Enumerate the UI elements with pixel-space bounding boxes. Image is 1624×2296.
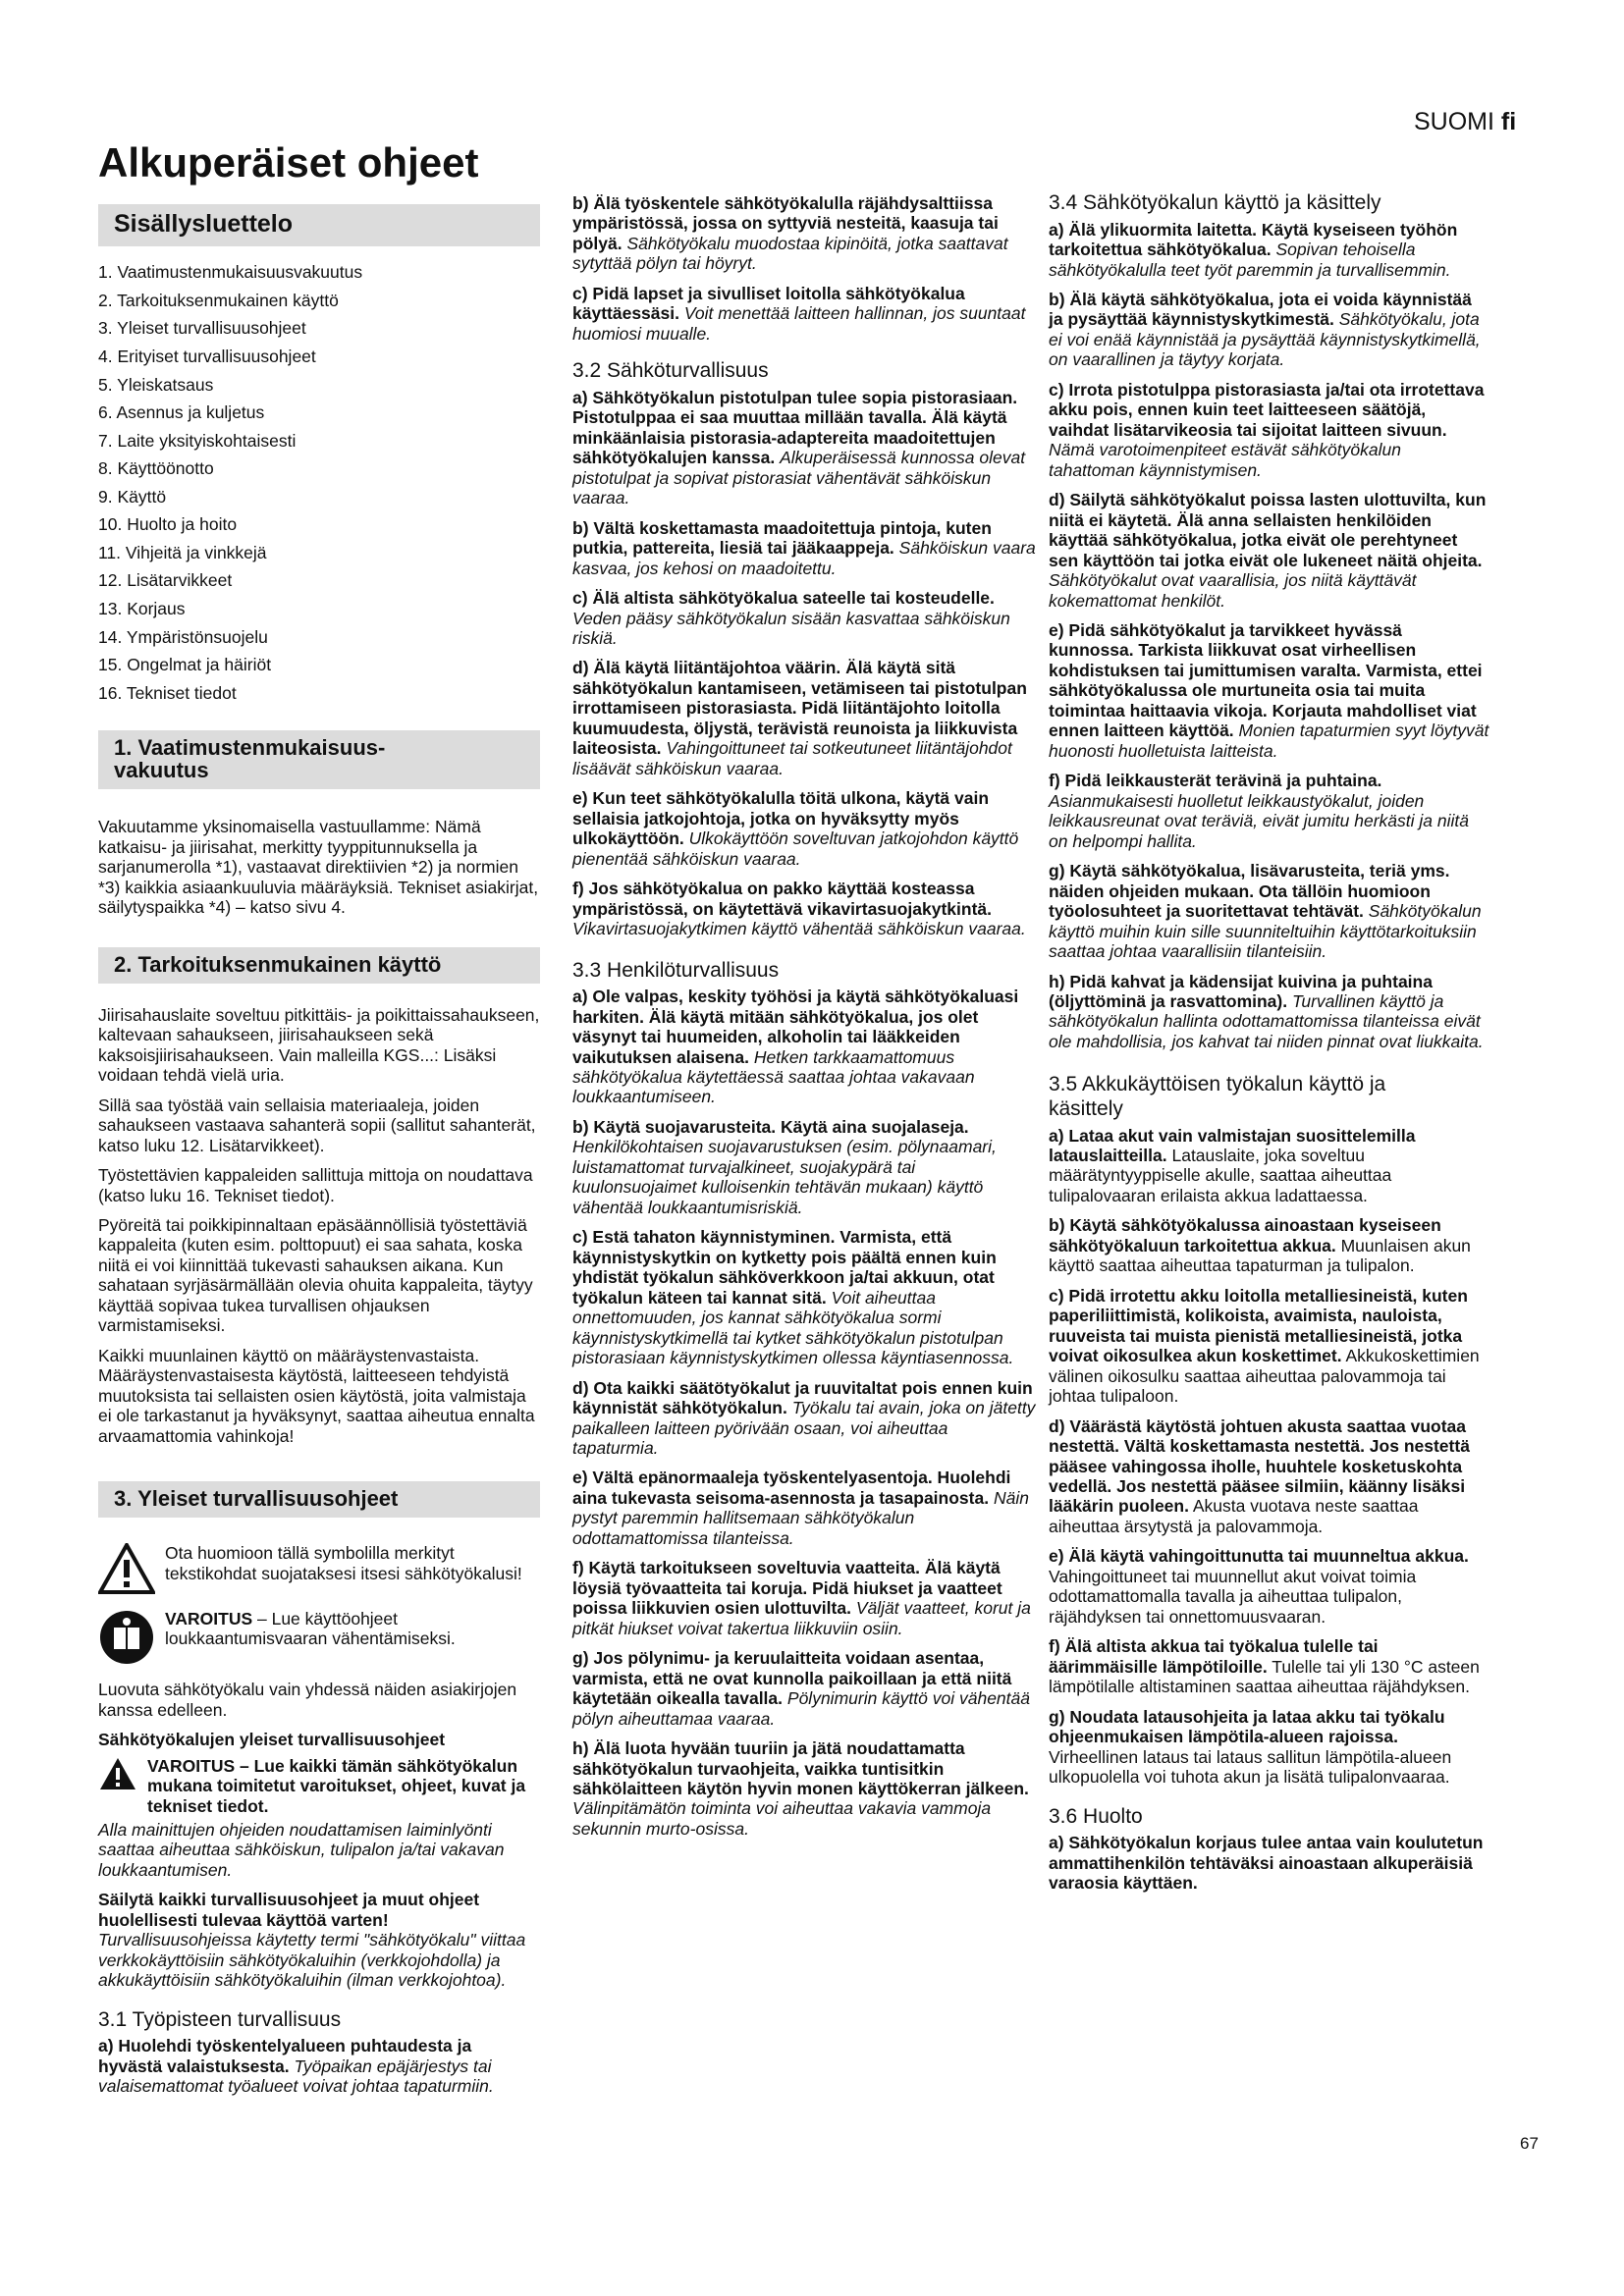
read-manual-text: VAROITUS – Lue käyttöohjeet loukkaantumisvaaran vähentämiseksi. <box>165 1608 456 1649</box>
item-3-5-f: f) Älä altista akkua tai työkalua tulelle tai äärimmäisille lämpötiloille. Tulelle tai yli 130 °C asteen lämpötilalle altistaminen saattaa aiheuttaa räjähdyksen. <box>1049 1636 1480 1697</box>
warning-triangle-icon <box>98 1756 137 1816</box>
language-name: SUOMI <box>1414 108 1494 135</box>
paragraph: Jiirisahauslaite soveltuu pitkittäis- ja poikittaissahaukseen, kaltevaan sahaukseen, jiirisahaukseen sekä kaksoisjiirisahaukseen. Vain malleilla KGS...: Lisäksi voidaan tehdä vielä uria. <box>98 1004 540 1086</box>
general-warning <box>98 1756 540 1816</box>
item-3-4-e: e) Pidä sähkötyökalut ja tarvikkeet hyvässä kunnossa. Tarkista liikkuvat osat virheellisen kohdistuksen tai jumittumisen varalta. Varmista, ettei sähkötyökalussa ole murtuneita osia tai muita toimintaa haittaavia vikoja. Korjauta mahdolliset viat ennen laitteen käyttöä. Monien tapaturmien syyt löytyvät huonosti huolletuista laitteista. <box>1049 620 1489 761</box>
toc-item: 10. Huolto ja hoito <box>98 514 238 535</box>
language-code: fi <box>1500 108 1517 135</box>
toc-item: 9. Käyttö <box>98 486 167 507</box>
item-3-3-c: c) Estä tahaton käynnistyminen. Varmista, että käynnistyskytkin on kytketty pois päältä ennen kuin yhdistät työkalun sähköverkkoon ja/tai akkuun, otat työkalun käteen tai kannat sitä. Voit aiheuttaa onnettomuuden, jos kannat sähkötyökalua sormi käynnistyskytkimellä tai kytket sähkötyökalun pistotulpan pistorasiaan käynnistyskytkimen ollessa käyntiasennossa. <box>572 1227 1014 1368</box>
section-2-heading: 2. Tarkoituksenmukainen käyttö <box>98 947 540 984</box>
section-3-2-heading: 3.2 Sähköturvallisuus <box>572 359 769 383</box>
item-3-4-h: h) Pidä kahvat ja kädensijat kuivina ja puhtaina (öljyttöminä ja rasvattomina). Turvallinen käyttö ja sähkötyökalun hallinta odottamattomissa tilanteissa eivät ole mahdollisia, jos kahvat tai niiden pinnat ovat liukkaita. <box>1049 971 1484 1051</box>
item-3-1-a: a) Huolehdi työskentelyalueen puhtaudesta ja hyvästä valaistuksesta. Työpaikan epäjärjestys tai valaisemattomat työalueet voivat johtaa tapaturmiin. <box>98 2036 494 2097</box>
item-3-3-a: a) Ole valpas, keskity työhösi ja käytä sähkötyökaluasi harkiten. Älä käytä mitään sähkötyökalua, jos olet väsynyt tai huumeiden, alkoholin tai lääkkeiden vaikutuksen alaisena. Hetken tarkkaamattomuus sähkötyökalua käytettäessä saattaa johtaa vakavaan loukkaantumiseen. <box>572 987 1019 1107</box>
item-3-3-e: e) Vältä epänormaaleja työskentelyasentoja. Huolehdi aina tukevasta seisoma-asennosta ja tasapainosta. Näin pystyt paremmin hallitsemaan sähkötyökalun odottamattomissa tilanteissa. <box>572 1468 1029 1548</box>
section-3-1-heading: 3.1 Työpisteen turvallisuus <box>98 2007 342 2031</box>
item-3-3-f: f) Käytä tarkoitukseen soveltuvia vaatteita. Älä käytä löysiä työvaatteita tai koruja. Pidä hiukset ja vaatteet poissa liikkuvien osien ulottuvilta. Väljät vaatteet, korut ja pitkät hiukset voivat takertua liikkuviin osiin. <box>572 1558 1031 1638</box>
item-3-4-c: c) Irrota pistotulppa pistorasiasta ja/tai ota irrotettava akku pois, ennen kuin teet laitteeseen säätöjä, vaihdat lisätarvikeosia tai sijoitat laitteen sivuun. Nämä varotoimenpiteet estävät sähkötyökalun tahattoman käynnistymisen. <box>1049 379 1485 480</box>
toc-item: 5. Yleiskatsaus <box>98 374 214 395</box>
toc-item: 16. Tekniset tiedot <box>98 682 237 703</box>
toc-item: 15. Ongelmat ja häiriöt <box>98 655 272 675</box>
page-number: 67 <box>1520 2134 1539 2153</box>
symbol-note <box>98 1543 540 1598</box>
paragraph: Työstettävien kappaleiden sallittuja mittoja on noudattava (katso luku 16. Tekniset tiedot). <box>98 1165 533 1205</box>
item-3-5-c: c) Pidä irrotettu akku loitolla metalliesineistä, kuten paperiliittimistä, kolikoista, avaimista, nauloista, ruuveista tai muista pienistä metalliesineistä, jotka voivat oikosulkea akun koskettimet. Akkukoskettimien välinen oikosulku saattaa aiheuttaa palovammoja tai johtaa tulipaloon. <box>1049 1285 1480 1407</box>
item-3-2-a: a) Sähkötyökalun pistotulpan tulee sopia pistorasiaan. Pistotulppaa ei saa muuttaa millään tavalla. Älä käytä minkäänlaisia pistorasia-adaptereita maadoitettujen sähkötyökalujen kanssa. Alkuperäisessä kunnossa olevat pistotulpat ja sopivat pistorasiat vähentävät sähköiskun vaaraa. <box>572 387 1026 508</box>
item-3-3-d: d) Ota kaikki säätötyökalut ja ruuvitaltat pois ennen kuin käynnistät sähkötyökalun. Työkalu tai avain, joka on jätetty paikalleen laitteen pyörivään osaan, voi aiheuttaa tapaturmia. <box>572 1377 1036 1458</box>
toc-item: 4. Erityiset turvallisuusohjeet <box>98 346 316 366</box>
warning-triangle-icon <box>98 1543 155 1598</box>
section-1-text: Vakuutamme yksinomaisella vastuullamme: Nämä katkaisu- ja jiirisahat, merkitty tyyppitunnuksella ja sarjanumerolla *1), vastaavat direktiivien *2) ja normien *3) kaikkia asiaankuuluvia määräyksiä. Tekniset asiakirjat, säilytyspaikka *4) – katso sivu 4. <box>98 817 539 918</box>
toc-item: 13. Korjaus <box>98 599 186 618</box>
general-safety-heading: Sähkötyökalujen yleiset turvallisuusohjeet <box>98 1730 446 1750</box>
item-3-2-c: c) Älä altista sähkötyökalua sateelle tai kosteudelle. Veden pääsy sähkötyökalun sisään kasvattaa sähköiskun riskiä. <box>572 588 1010 648</box>
toc-item: 6. Asennus ja kuljetus <box>98 402 265 423</box>
item-3-4-f: f) Pidä leikkausterät terävinä ja puhtaina. Asianmukaisesti huolletut leikkaustyökalut, joiden leikkausreunat ovat teräviä, eivät jumitu herkästi ja niitä on helpompi hallita. <box>1049 771 1469 851</box>
item-3-5-d: d) Väärästä käytöstä johtuen akusta saattaa vuotaa nestettä. Vältä koskettamasta nestettä. Jos nestettä pääsee vahingossa iholle, huuhtele kosketuskohta vedellä. Jos nestettä pääsee silmiin, käänny lisäksi lääkärin puoleen. Akusta vuotava neste saattaa aiheuttaa ärsytystä ja palovammoja. <box>1049 1415 1470 1536</box>
item-3-3-g: g) Jos pölynimu- ja keruulaitteita voidaan asentaa, varmista, että ne ovat kunnolla paikoillaan ja että niitä käytetään oikealla tavalla. Pölynimurin käyttö voi vähentää pölyn aiheuttamaa vaaraa. <box>572 1648 1030 1729</box>
section-1-heading: 1. Vaatimustenmukaisuus- vakuutus <box>98 730 540 789</box>
section-3-3-heading: 3.3 Henkilöturvallisuus <box>572 958 780 982</box>
read-manual-icon <box>98 1609 155 1670</box>
item-3-5-e: e) Älä käytä vahingoittunutta tai muunneltua akkua. Vahingoittuneet tai muunnellut akut voivat toimia odottamattomalla tavalla ja aiheuttaa tulipalon, räjähdyksen tai onnettomuusvaaran. <box>1049 1546 1469 1627</box>
handover-text: Luovuta sähkötyökalu vain yhdessä näiden asiakirjojen kanssa edelleen. <box>98 1680 517 1720</box>
general-warning-text: Alla mainittujen ohjeiden noudattamisen laiminlyönti saattaa aiheuttaa sähköiskun, tulipalon ja/tai vakavan loukkaantumisen. <box>98 1820 505 1880</box>
paragraph: Sillä saa työstää vain sellaisia materiaaleja, joiden sahaukseen vastaava sahanterä sopii (sallitut sahanterät, katso luku 12. Lisätarvikkeet). <box>98 1095 536 1155</box>
item-3-2-d: d) Älä käytä liitäntäjohtoa väärin. Älä käytä sitä sähkötyökalun kantamiseen, vetämiseen tai pistotulpan irrottamiseen pistorasiasta. Pidä liitäntäjohto loitolla kuumuudesta, öljystä, terävistä reunoista ja liikkuvista laiteosista. Vahingoittuneet tai sotkeutuneet liitäntäjohdot lisäävät sähköiskun vaaraa. <box>572 658 1027 778</box>
item-3-4-b: b) Älä käytä sähkötyökalua, jota ei voida käynnistää ja pysäyttää käynnistyskytkimestä. Sähkötyökalu, jota ei voi enää käynnistää ja pysäyttää käynnistyskytkimellä, on vaarallinen ja täytyy korjata. <box>1049 289 1481 370</box>
item-3-2-f: f) Jos sähkötyökalua on pakko käyttää kosteassa ympäristössä, on käytettävä vikavirtasuojakytkintä. Vikavirtasuojakytkimen käyttö vähentää sähköiskun vaaraa. <box>572 879 1026 939</box>
item-3-2-b: b) Vältä koskettamasta maadoitettuja pintoja, kuten putkia, pattereita, liesiä tai jääkaappeja. Sähköiskun vaara kasvaa, jos kehosi on maadoitettu. <box>572 517 1036 578</box>
toc-item: 2. Tarkoituksenmukainen käyttö <box>98 290 339 310</box>
section-2-body <box>98 1005 540 1446</box>
item-3-3-h: h) Älä luota hyvään tuuriin ja jätä noudattamatta sähkötyökalun turvaohjeita, vaikka tuntisitkin sähkölaitteen käytön hyvin monen käyttökerran jälkeen. Välinpitämätön toiminta voi aiheuttaa vakavia vammoja sekunnin murto-osissa. <box>572 1738 1029 1839</box>
section-3-heading: 3. Yleiset turvallisuusohjeet <box>98 1481 540 1518</box>
symbol-note-text: Ota huomioon tällä symbolilla merkityt tekstikohdat suojataksesi itsesi sähkötyökalusi! <box>165 1543 522 1583</box>
item-3-5-a: a) Lataa akut vain valmistajan suosittelemilla latauslaitteilla. Latauslaite, joka soveltuu määrätyntyyppiselle akulle, saattaa aiheuttaa tulipalovaaran erilaista akkua ladattaessa. <box>1049 1125 1416 1205</box>
item-3-1-b: b) Älä työskentele sähkötyökalulla räjähdysalttiissa ympäristössä, jossa on syttyviä nesteitä, kaasuja tai pölyä. Sähkötyökalu muodostaa kipinöitä, jotka saattavat sytyttää pölyn tai höyryt. <box>572 193 1008 274</box>
section-3-4-heading: 3.4 Sähkötyökalun käyttö ja käsittely <box>1049 191 1381 214</box>
paragraph: Kaikki muunlainen käyttö on määräystenvastaista. Määräystenvastaisesta käytöstä, laitteeseen tehdyistä muutoksista tai sellaisten osien käytöstä, joita valmistaja ei ole tarkastanut ja hyväksynyt, saattaa aiheutua ennalta arvaamattomia vahinkoja! <box>98 1345 535 1446</box>
toc-item: 1. Vaatimustenmukaisuusvakuutus <box>98 262 363 283</box>
paragraph: Pyöreitä tai poikkipinnaltaan epäsäännöllisiä työstettäviä kappaleita (kuten esim. polttopuut) ei saa sahata, koska niitä ei voi kiinnittää tukevasti sahauksen aikana. Kun sahataan syrjäsärmällään olevia ohuita kappaleita, täytyy käyttää sopivaa tukea turvallisen ohjauksen varmistamiseksi. <box>98 1215 533 1336</box>
item-3-5-g: g) Noudata latausohjeita ja lataa akku tai työkalu ohjeenmukaisen lämpötila-alueen rajoissa. Virheellinen lataus tai lataus sallitun lämpötila-alueen ulkopuolella voi tuhota akun ja lisätä tulipalonvaaraa. <box>1049 1706 1452 1788</box>
item-3-1-c: c) Pidä lapset ja sivulliset loitolla sähkötyökalua käyttäessäsi. Voit menettää laitteen hallinnan, jos suuntaat huomiosi muualle. <box>572 283 1026 344</box>
toc-item: 8. Käyttöönotto <box>98 458 214 479</box>
item-3-4-a: a) Älä ylikuormita laitetta. Käytä kyseiseen työhön tarkoitettua sähkötyökalua. Sopivan tehoisella sähkötyökalulla teet työt paremmin ja turvallisemmin. <box>1049 219 1458 280</box>
column-left <box>98 204 540 2107</box>
toc-heading: Sisällysluettelo <box>98 204 540 246</box>
general-warning-bold: VAROITUS – Lue kaikki tämän sähkötyökalun mukana toimitetut varoitukset, ohjeet, kuvat ja tekniset tiedot. <box>147 1755 526 1816</box>
item-3-5-b: b) Käytä sähkötyökalussa ainoastaan kyseiseen sähkötyökaluun tarkoitettua akkua. Muunlaisen akun käyttö saattaa aiheuttaa tapaturman ja tulipalon. <box>1049 1215 1471 1276</box>
toc-item: 12. Lisätarvikkeet <box>98 570 233 591</box>
toc-item: 3. Yleiset turvallisuusohjeet <box>98 318 306 339</box>
toc-item: 11. Vihjeitä ja vinkkejä <box>98 542 267 562</box>
item-3-2-e: e) Kun teet sähkötyökalulla töitä ulkona, käytä vain sellaisia jatkojohtoja, jotka on hyväksytty myös ulkokäyttöön. Ulkokäyttöön soveltuvan jatkojohdon käyttö pienentää sähköiskun vaaraa. <box>572 788 1019 869</box>
item-3-6-a: a) Sähkötyökalun korjaus tulee antaa vain koulutetun ammattihenkilön tehtäväksi ainoastaan alkuperäisiä varaosia käyttäen. <box>1049 1833 1484 1894</box>
column-middle <box>572 193 1036 1848</box>
section-3-6-heading: 3.6 Huolto <box>1049 1804 1143 1828</box>
table-of-contents <box>98 262 540 703</box>
item-3-4-g: g) Käytä sähkötyökalua, lisävarusteita, teriä yms. näiden ohjeiden mukaan. Ota tällöin huomioon työolosuhteet ja suoritettavat tehtävät. Sähkötyökalun käyttö muihin kuin sille suunniteltuihin käyttötarkoituksiin saattaa johtaa vaarallisiin tilanteisiin. <box>1049 861 1482 962</box>
item-3-3-b: b) Käytä suojavarusteita. Käytä aina suojalaseja. Henkilökohtaisen suojavarustuksen (esim. pölynaamari, luistamattomat turvajalkineet, suojakypärä tai kuulonsuojaimet kulloisenkin tehtävän mukaan) käyttö vähentää loukkaantumisriskiä. <box>572 1116 997 1217</box>
keep-instructions: Säilytä kaikki turvallisuusohjeet ja muut ohjeet huolellisesti tulevaa käyttöä varten! Turvallisuusohjeissa käytetty termi "sähkötyökalu" viittaa verkkokäyttöisiin sähkötyökaluihin (verkkojohdolla) ja akkukäyttöisiin sähkötyökaluihin (ilman verkkojohtoa). <box>98 1890 526 1991</box>
item-3-4-d: d) Säilytä sähkötyökalut poissa lasten ulottuvilta, kun niitä ei käytetä. Älä anna sellaisten henkilöiden käyttää sähkötyökalua, jotka eivät ole perehtyneet sen käyttöön tai jotka eivät ole lukeneet näitä ohjeita. Sähkötyökalut ovat vaarallisia, jos niitä käyttävät kokemattomat henkilöt. <box>1049 490 1487 611</box>
section-3-5-heading: 3.5 Akkukäyttöisen työkalun käyttö ja käsittely <box>1049 1073 1386 1120</box>
column-right <box>1049 191 1490 1903</box>
toc-item: 7. Laite yksityiskohtaisesti <box>98 430 297 451</box>
language-label <box>1414 108 1516 136</box>
page-title: Alkuperäiset ohjeet <box>98 139 479 186</box>
toc-item: 14. Ympäristönsuojelu <box>98 626 268 647</box>
read-manual-note <box>98 1609 540 1670</box>
